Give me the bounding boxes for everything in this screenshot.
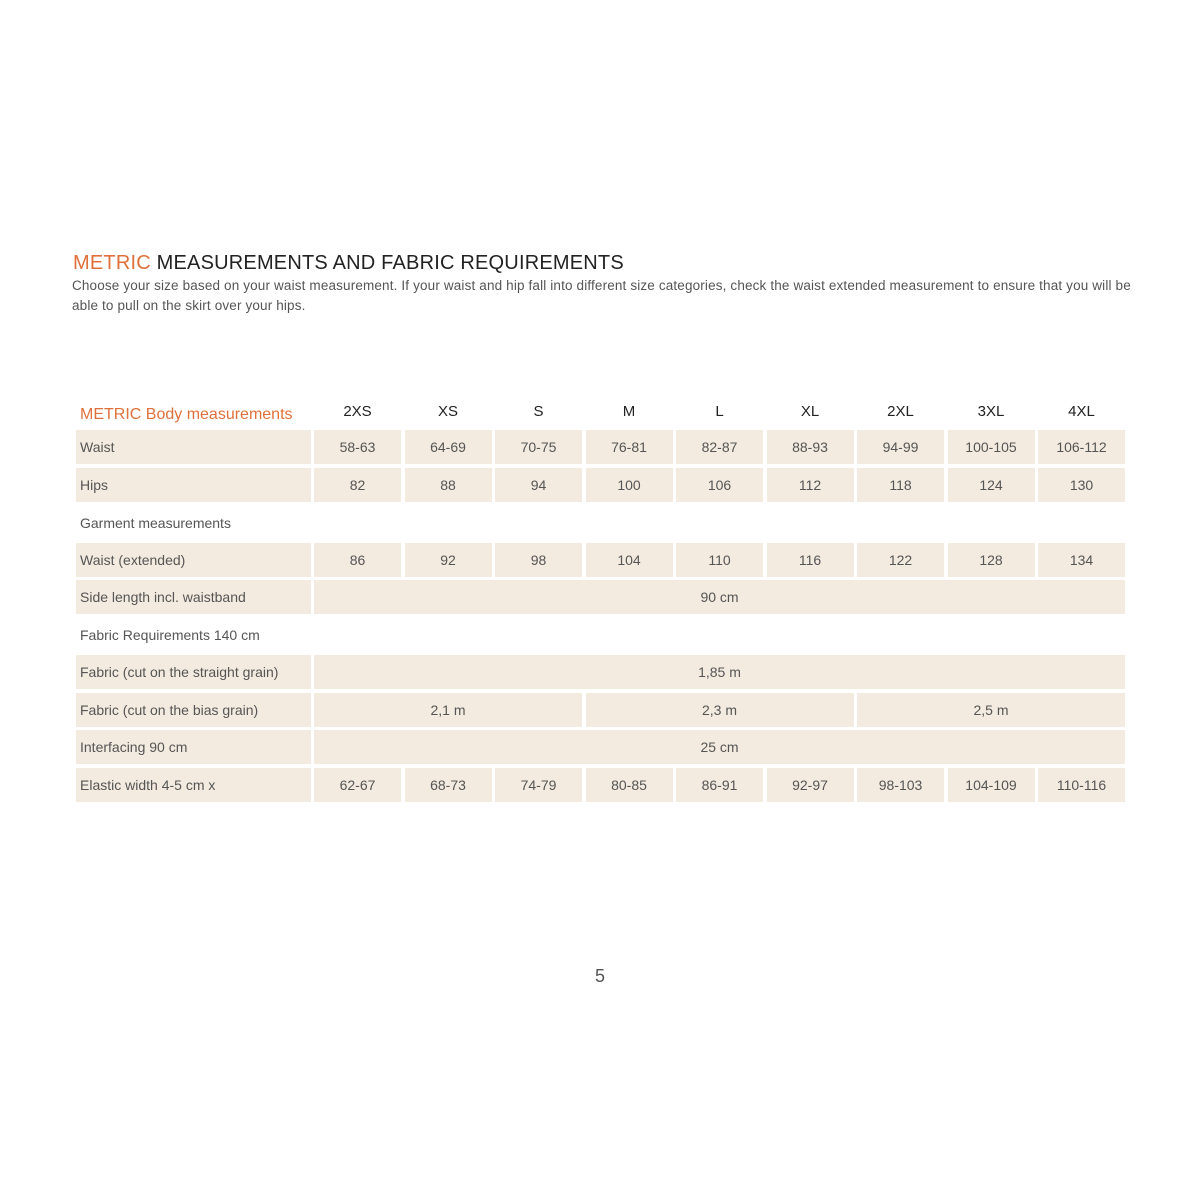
section-row-fabric — [76, 618, 1126, 653]
table-cell: 70-75 — [495, 430, 582, 464]
size-header: XL — [800, 403, 820, 420]
table-cell: 88 — [405, 468, 492, 502]
size-header: 2XL — [887, 403, 914, 420]
table-row-waist-extended — [76, 543, 1126, 577]
table-cell: 134 — [1038, 543, 1125, 577]
table-cell: 110-116 — [1038, 768, 1125, 802]
table-row-interfacing — [76, 730, 1126, 764]
table-cell: 98 — [495, 543, 582, 577]
table-cell: 86-91 — [676, 768, 763, 802]
table-cell: 118 — [857, 468, 944, 502]
intro-paragraph: Choose your size based on your waist measurement. If your waist and hip fall into different size categories, check the waist extended measurement to ensure that you will be able to pull on the skirt over your hips. — [72, 278, 1131, 313]
table-row-hips — [76, 468, 1126, 502]
section-row-garment — [76, 505, 1126, 540]
size-header: S — [533, 403, 544, 420]
table-cell: 94-99 — [857, 430, 944, 464]
table-cell-spanning: 1,85 m — [314, 655, 1125, 689]
table-cell: 106-112 — [1038, 430, 1125, 464]
table-cell: 68-73 — [405, 768, 492, 802]
table-row-elastic — [76, 768, 1126, 802]
table-row-side-length — [76, 580, 1126, 614]
title-rest: MEASUREMENTS AND FABRIC REQUIREMENTS — [150, 252, 624, 274]
table-cell: 124 — [948, 468, 1035, 502]
size-header: 2XS — [343, 403, 372, 420]
table-cell: 100-105 — [948, 430, 1035, 464]
table-cell: 62-67 — [314, 768, 401, 802]
table-cell: 122 — [857, 543, 944, 577]
size-header-row — [76, 393, 1126, 430]
table-cell: 112 — [767, 468, 854, 502]
table-cell: 110 — [676, 543, 763, 577]
table-cell-spanning: 2,5 m — [857, 693, 1125, 727]
table-cell: 92-97 — [767, 768, 854, 802]
row-label: Waist — [76, 430, 311, 464]
section-heading: Fabric Requirements 140 cm — [80, 627, 260, 643]
size-header: 3XL — [977, 403, 1005, 420]
row-label: Side length incl. waistband — [76, 580, 311, 614]
size-table — [76, 393, 1126, 805]
table-cell-spanning: 2,1 m — [314, 693, 582, 727]
size-header: 4XL — [1068, 403, 1095, 420]
table-cell-spanning: 2,3 m — [586, 693, 854, 727]
table-cell: 80-85 — [586, 768, 673, 802]
row-label: Waist (extended) — [76, 543, 311, 577]
row-label: Elastic width 4-5 cm x — [76, 768, 311, 802]
size-header: XS — [437, 403, 458, 420]
table-cell: 58-63 — [314, 430, 401, 464]
table-cell: 82 — [314, 468, 401, 502]
table-cell: 76-81 — [586, 430, 673, 464]
section-heading: Garment measurements — [80, 514, 231, 531]
table-row-waist — [76, 430, 1126, 464]
table-cell: 104-109 — [948, 768, 1035, 802]
table-cell: 104 — [586, 543, 673, 577]
size-header: M — [622, 403, 636, 420]
table-cell: 88-93 — [767, 430, 854, 464]
table-cell: 74-79 — [495, 768, 582, 802]
body-measurements-header: METRIC Body measurements — [80, 405, 293, 423]
table-row-fabric-straight — [76, 655, 1126, 689]
table-cell: 64-69 — [405, 430, 492, 464]
row-label: Interfacing 90 cm — [76, 730, 311, 764]
title-accent: METRIC — [73, 252, 151, 274]
table-cell: 92 — [405, 543, 492, 577]
table-cell: 106 — [676, 468, 763, 502]
table-cell: 86 — [314, 543, 401, 577]
table-cell: 82-87 — [676, 430, 763, 464]
table-cell-spanning: 90 cm — [314, 580, 1125, 614]
table-cell: 116 — [767, 543, 854, 577]
table-cell: 94 — [495, 468, 582, 502]
table-cell: 100 — [586, 468, 673, 502]
size-header: L — [715, 403, 724, 420]
page-number: 5 — [594, 966, 605, 986]
page-title — [73, 252, 624, 275]
table-cell: 128 — [948, 543, 1035, 577]
row-label: Fabric (cut on the bias grain) — [76, 693, 311, 727]
table-cell: 130 — [1038, 468, 1125, 502]
table-cell: 98-103 — [857, 768, 944, 802]
row-label: Hips — [76, 468, 311, 502]
table-cell-spanning: 25 cm — [314, 730, 1125, 764]
table-row-fabric-bias — [76, 693, 1126, 727]
row-label: Fabric (cut on the straight grain) — [76, 655, 311, 689]
